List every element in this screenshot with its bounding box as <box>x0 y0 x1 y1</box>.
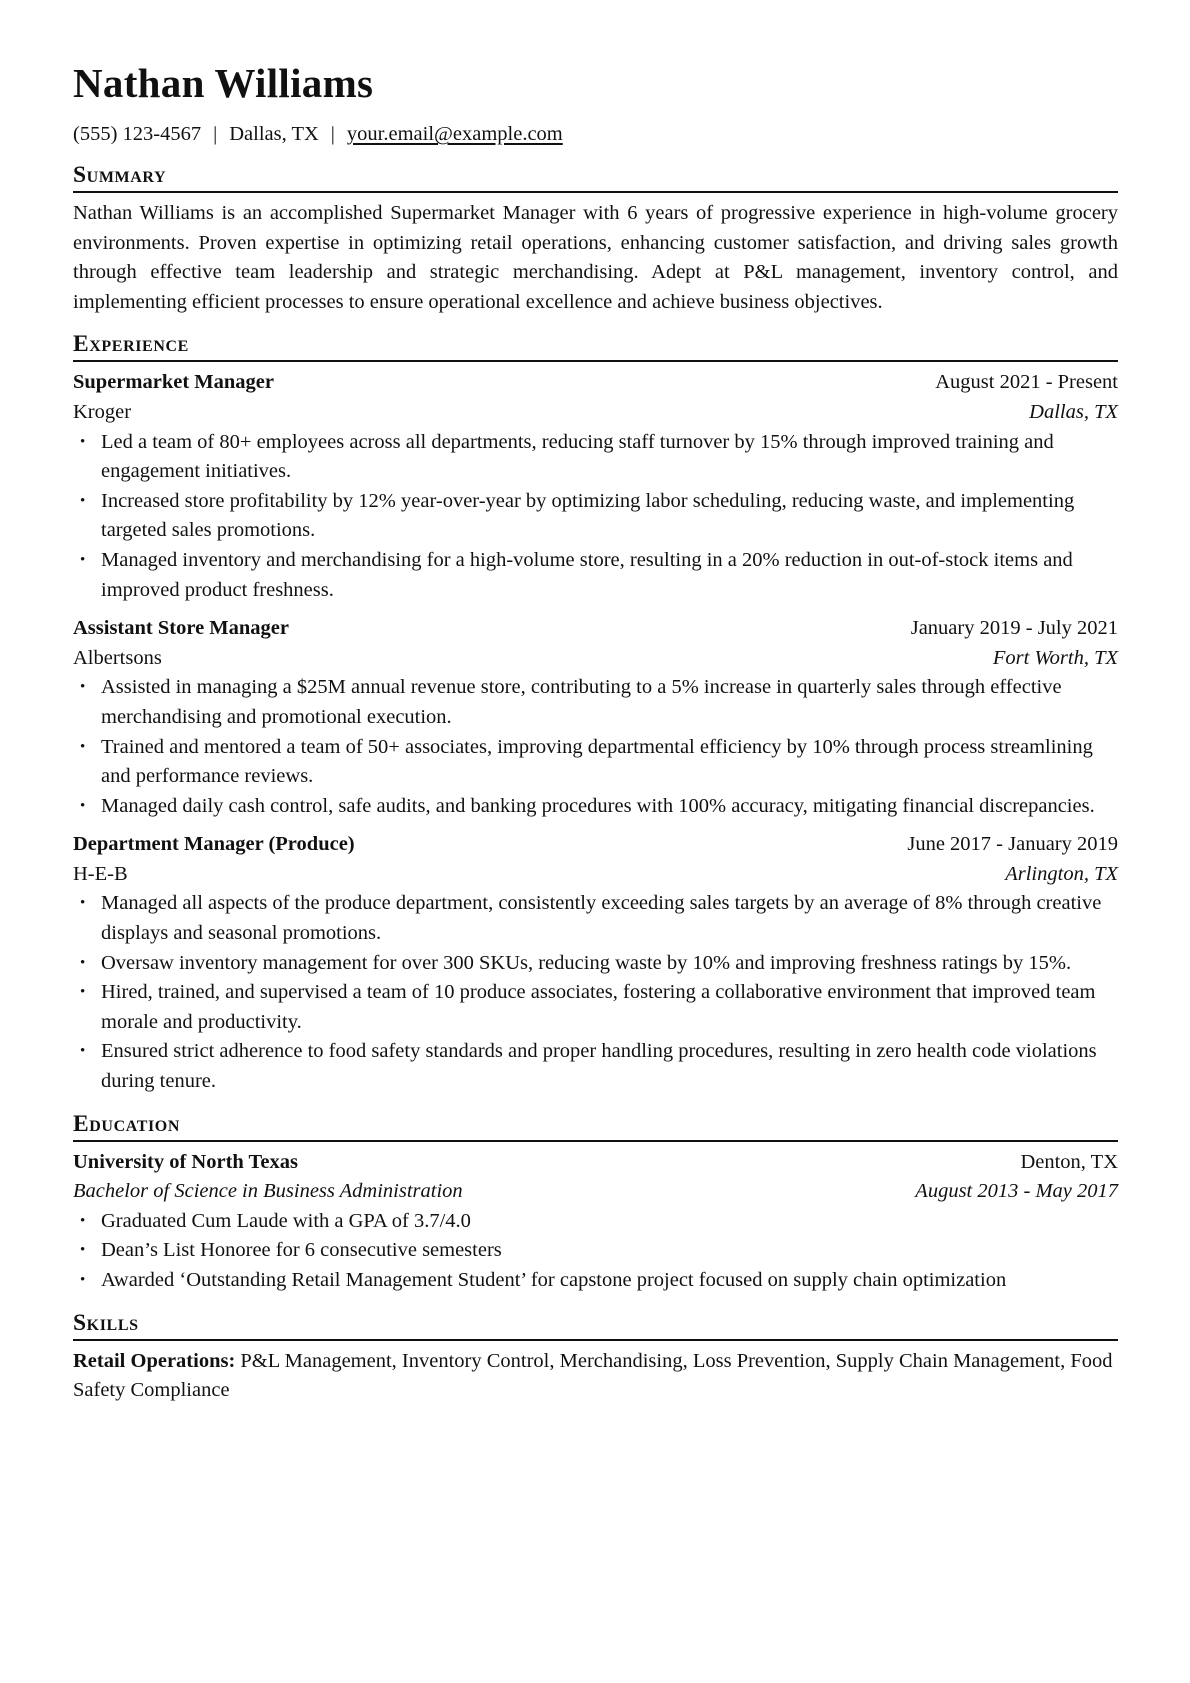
list-item <box>73 733 1118 792</box>
experience-section <box>73 329 1118 1096</box>
list-item <box>73 1207 1118 1237</box>
bullet-text: Increased store profitability by 12% year-over-year by optimizing labor scheduling, reducing waste, and implementing targeted sales promotions. <box>101 489 1075 542</box>
bullet-text: Assisted in managing a $25M annual revenue store, contributing to a 5% increase in quarterly sales through effective merchandising and promotional execution. <box>101 676 1062 728</box>
bullet-text: Managed inventory and merchandising for a high-volume store, resulting in a 20% reduction in out-of-stock items and improved product freshness. <box>101 548 1073 601</box>
job-title: Assistant Store Manager <box>73 617 289 640</box>
experience-entry <box>73 368 1118 605</box>
job-title: Supermarket Manager <box>73 371 274 394</box>
list-item <box>73 978 1118 1037</box>
bullet-list <box>73 889 1118 1096</box>
list-item <box>73 1236 1118 1266</box>
bullet-text: Managed all aspects of the produce department, consistently exceeding sales targets by an average of 8% through creative displays and seasonal promotions. <box>101 892 1102 945</box>
summary-text: Nathan Williams is an accomplished Supermarket Manager with 6 years of progressive experience in high-volume grocery environments. Proven expertise in optimizing retail operations, enhancing customer satisfaction, and driving sales growth through effective team leadership and strategic merchandising. Adept at P&L management, inventory control, and implementing efficient processes to ensure operational excellence and achieve business objectives. <box>73 202 1118 313</box>
bullet-list <box>73 673 1118 821</box>
bullet-text: Awarded ‘Outstanding Retail Management Student’ for capstone project focused on supply chain optimization <box>101 1269 1007 1291</box>
education-entry <box>73 1148 1118 1296</box>
location: Dallas, TX <box>229 123 319 145</box>
bullet-text: Hired, trained, and supervised a team of 10 produce associates, fostering a collaborative environment that improved team morale and productivity. <box>101 981 1096 1033</box>
candidate-name: Nathan Williams <box>73 60 374 106</box>
school-location: Denton, TX <box>1020 1150 1118 1173</box>
degree: Bachelor of Science in Business Administration <box>73 1180 463 1203</box>
bullet-text: Led a team of 80+ employees across all departments, reducing staff turnover by 15% through improved training and engagement initiatives. <box>101 430 1054 483</box>
experience-list <box>73 368 1118 1096</box>
skills-category-label: Retail Operations: <box>73 1349 236 1372</box>
bullet-list <box>73 428 1118 606</box>
resume-page <box>73 58 1118 1406</box>
list-item <box>73 673 1118 732</box>
skills-section <box>73 1308 1118 1406</box>
bullet-icon: • <box>80 954 86 971</box>
separator: | <box>330 123 335 145</box>
experience-entry <box>73 830 1118 1096</box>
job-location: Arlington, TX <box>1005 862 1118 885</box>
skills-list: P&L Management, Inventory Control, Merchandising, Loss Prevention, Supply Chain Management, Food Safety Compliance <box>73 1349 1113 1402</box>
bullet-icon: • <box>80 492 86 509</box>
education-section <box>73 1109 1118 1296</box>
job-location: Fort Worth, TX <box>992 646 1118 669</box>
list-item <box>73 1037 1118 1096</box>
list-item <box>73 792 1118 822</box>
section-title-education: Education <box>73 1109 1118 1142</box>
bullet-list <box>73 1207 1118 1296</box>
bullet-text: Trained and mentored a team of 50+ associates, improving departmental efficiency by 10% through process streamlining and performance reviews. <box>101 735 1093 788</box>
bullet-icon: • <box>80 797 86 814</box>
experience-entry <box>73 614 1118 821</box>
bullet-text: Ensured strict adherence to food safety standards and proper handling procedures, resulting in zero health code violations during tenure. <box>101 1040 1097 1093</box>
section-title-summary: Summary <box>73 160 1118 193</box>
job-dates: June 2017 - January 2019 <box>907 833 1118 856</box>
list-item <box>73 546 1118 605</box>
section-title-experience: Experience <box>73 329 1118 362</box>
education-dates: August 2013 - May 2017 <box>915 1180 1118 1203</box>
bullet-text: Dean’s List Honoree for 6 consecutive semesters <box>101 1239 502 1262</box>
email-link[interactable]: your.email@example.com <box>346 123 563 145</box>
bullet-text: Oversaw inventory management for over 300 SKUs, reducing waste by 10% and improving freshness ratings by 15%. <box>101 951 1072 974</box>
contact-line <box>73 120 1118 148</box>
section-title-skills: Skills <box>73 1308 1118 1341</box>
separator: | <box>213 123 218 145</box>
job-dates: August 2021 - Present <box>935 371 1118 394</box>
company-name: Kroger <box>73 400 132 423</box>
bullet-text: Managed daily cash control, safe audits, and banking procedures with 100% accuracy, mitigating financial discrepancies. <box>101 794 1095 817</box>
bullet-icon: • <box>80 895 86 912</box>
list-item <box>73 949 1118 979</box>
bullet-icon: • <box>80 1242 86 1259</box>
bullet-icon: • <box>80 1043 86 1060</box>
company-name: H-E-B <box>73 862 128 885</box>
bullet-icon: • <box>80 738 86 755</box>
job-dates: January 2019 - July 2021 <box>910 617 1118 640</box>
list-item <box>73 889 1118 948</box>
summary-section <box>73 160 1118 317</box>
bullet-icon: • <box>80 679 86 696</box>
bullet-icon: • <box>80 551 86 568</box>
list-item <box>73 1266 1118 1296</box>
skills-line <box>73 1347 1118 1406</box>
bullet-icon: • <box>80 984 86 1001</box>
school-name: University of North Texas <box>73 1150 298 1173</box>
bullet-icon: • <box>80 433 86 450</box>
company-name: Albertsons <box>73 646 162 669</box>
list-item <box>73 487 1118 546</box>
bullet-text: Graduated Cum Laude with a GPA of 3.7/4.0 <box>101 1209 471 1232</box>
bullet-icon: • <box>80 1272 86 1288</box>
list-item <box>73 428 1118 487</box>
job-location: Dallas, TX <box>1029 400 1118 423</box>
bullet-icon: • <box>80 1212 86 1229</box>
phone-number: (555) 123-4567 <box>73 123 202 145</box>
job-title: Department Manager (Produce) <box>73 833 355 856</box>
